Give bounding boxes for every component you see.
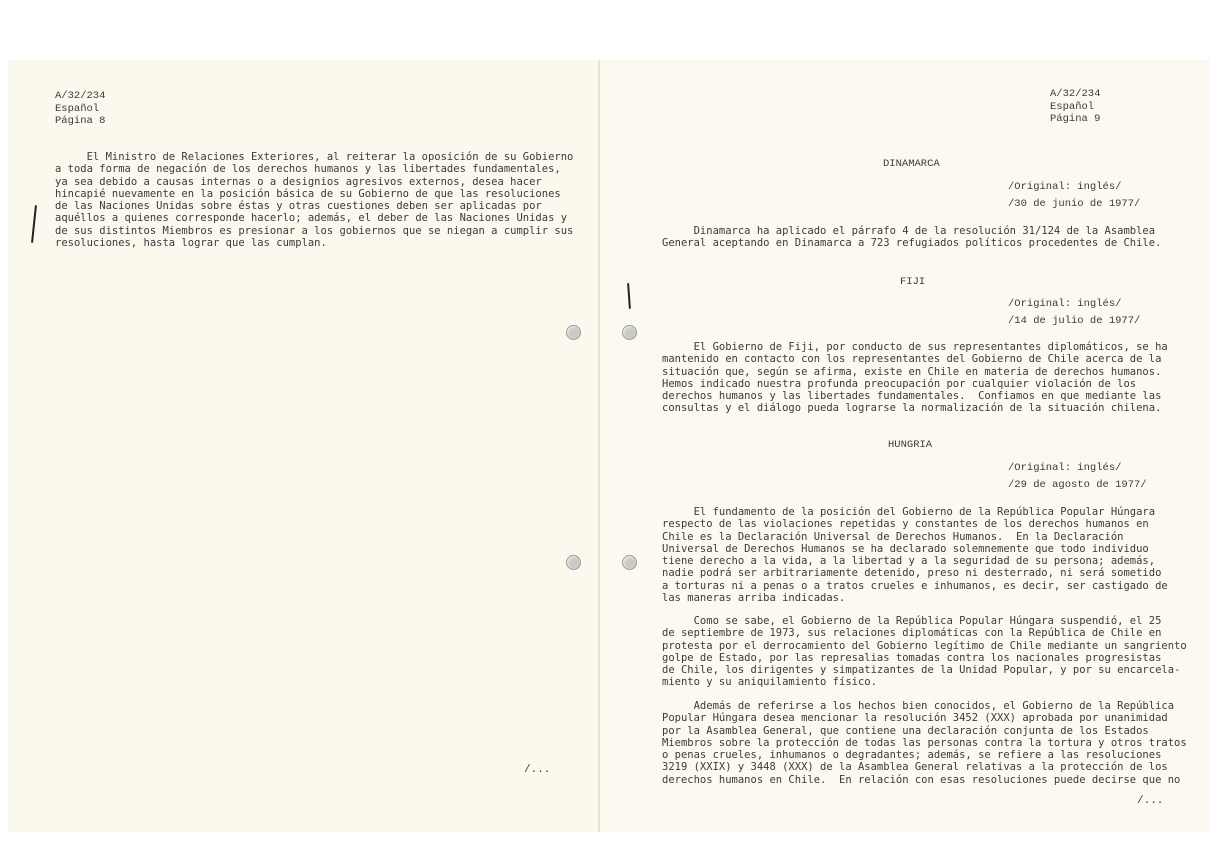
section-text-hungria-2: Como se sabe, el Gobierno de la República Popular Húngara suspendió, el 25 de septiembre de 1973, sus relaciones diplomáticas con la República de Chile en protesta por el derrocamiento del Gobierno legítimo de Chile mediante un sangriento golpe de Estado, por las represalias tomadas contra los nacionales progresistas de Chile, los dirigentes y simpatizantes de la Unidad Popular, y por su encarcela- miento y su aniquilamiento físico. (662, 615, 1187, 689)
page-number: Página 9 (1050, 113, 1101, 125)
left-page-header (55, 90, 105, 128)
binder-hole (622, 325, 637, 340)
right-page-header (1050, 88, 1100, 126)
page-number: Página 8 (55, 115, 106, 127)
doc-symbol: A/32/234 (1050, 88, 1101, 100)
binder-hole (566, 325, 581, 340)
doc-symbol: A/32/234 (55, 90, 106, 102)
original-language: /Original: inglés/ /14 de julio de 1977/ (1008, 298, 1141, 327)
right-continuation: /... (1137, 795, 1164, 807)
section-title-hungria: HUNGRIA (888, 439, 933, 451)
original-language: /Original: inglés/ /30 de junio de 1977/ (1008, 181, 1141, 210)
section-text-dinamarca: Dinamarca ha aplicado el párrafo 4 de la resolución 31/124 de la Asamblea General aceptando en Dinamarca a 723 refugiados políticos procedentes de Chile. (662, 225, 1162, 250)
original-language: /Original: inglés/ /29 de agosto de 1977/ (1008, 462, 1147, 491)
left-continuation: /... (524, 764, 551, 776)
doc-language: Español (1050, 100, 1095, 113)
binder-hole (622, 555, 637, 570)
section-title-dinamarca: DINAMARCA (883, 158, 940, 170)
section-text-fiji: El Gobierno de Fiji, por conducto de sus representantes diplomáticos, se ha mantenido en contacto con los representantes del Gobierno de Chile acerca de la situación que, según se afirma, existe en Chile en materia de derechos humanos. Hemos indicado nuestra profunda preocupación por cualquier violación de los derechos humanos y las libertades fundamentales. Confiamos en que mediante las consultas y el diálogo pueda lograrse la normalización de la situación chilena. (662, 341, 1168, 415)
binder-hole (566, 555, 581, 570)
section-title-fiji: FIJI (900, 276, 926, 288)
section-text-hungria-1: El fundamento de la posición del Gobierno de la República Popular Húngara respecto de las violaciones repetidas y constantes de los derechos humanos en Chile es la Declaración Universal de Derechos Humanos. En la Declaración Universal de Derechos Humanos se ha declarado solemnemente que todo individuo tiene derecho a la vida, a la libertad y a la seguridad de su persona; además, nadie podrá ser arbitrariamente detenido, preso ni desterrado, ni será sometido a torturas ni a penas o a tratos crueles e inhumanos, es decir, ser castigado de las maneras arriba indicadas. (662, 506, 1168, 605)
section-text-hungria-3: Además de referirse a los hechos bien conocidos, el Gobierno de la República Popular Húngara desea mencionar la resolución 3452 (XXX) aprobada por unanimidad por la Asamblea General, que contiene una declaración conjunta de los Estados Miembros sobre la protección de todas las personas contra la tortura y otros tratos o penas crueles, inhumanos o degradantes; además, se refiere a las resoluciones 3219 (XXIX) y 3448 (XXX) de la Asamblea General relativas a la protección de los derechos humanos en Chile. En relación con esas resoluciones puede decirse que no (662, 700, 1187, 786)
left-paragraph: El Ministro de Relaciones Exteriores, al reiterar la oposición de su Gobierno a toda forma de negación de los derechos humanos y las libertades fundamentales, ya sea debido a causas internas o a designios agresivos externos, desea hacer hincapié nuevamente en la posición básica de su Gobierno de que las resoluciones de las Naciones Unidas sobre éstas y otras cuestiones deben ser aplicadas por aquéllos a quienes corresponde hacerlo; además, el deber de las Naciones Unidas y de sus distintos Miembros es presionar a los gobiernos que se niegan a cumplir sus resoluciones, hasta lograr que las cumplan. (55, 151, 574, 250)
doc-language: Español (55, 102, 100, 115)
